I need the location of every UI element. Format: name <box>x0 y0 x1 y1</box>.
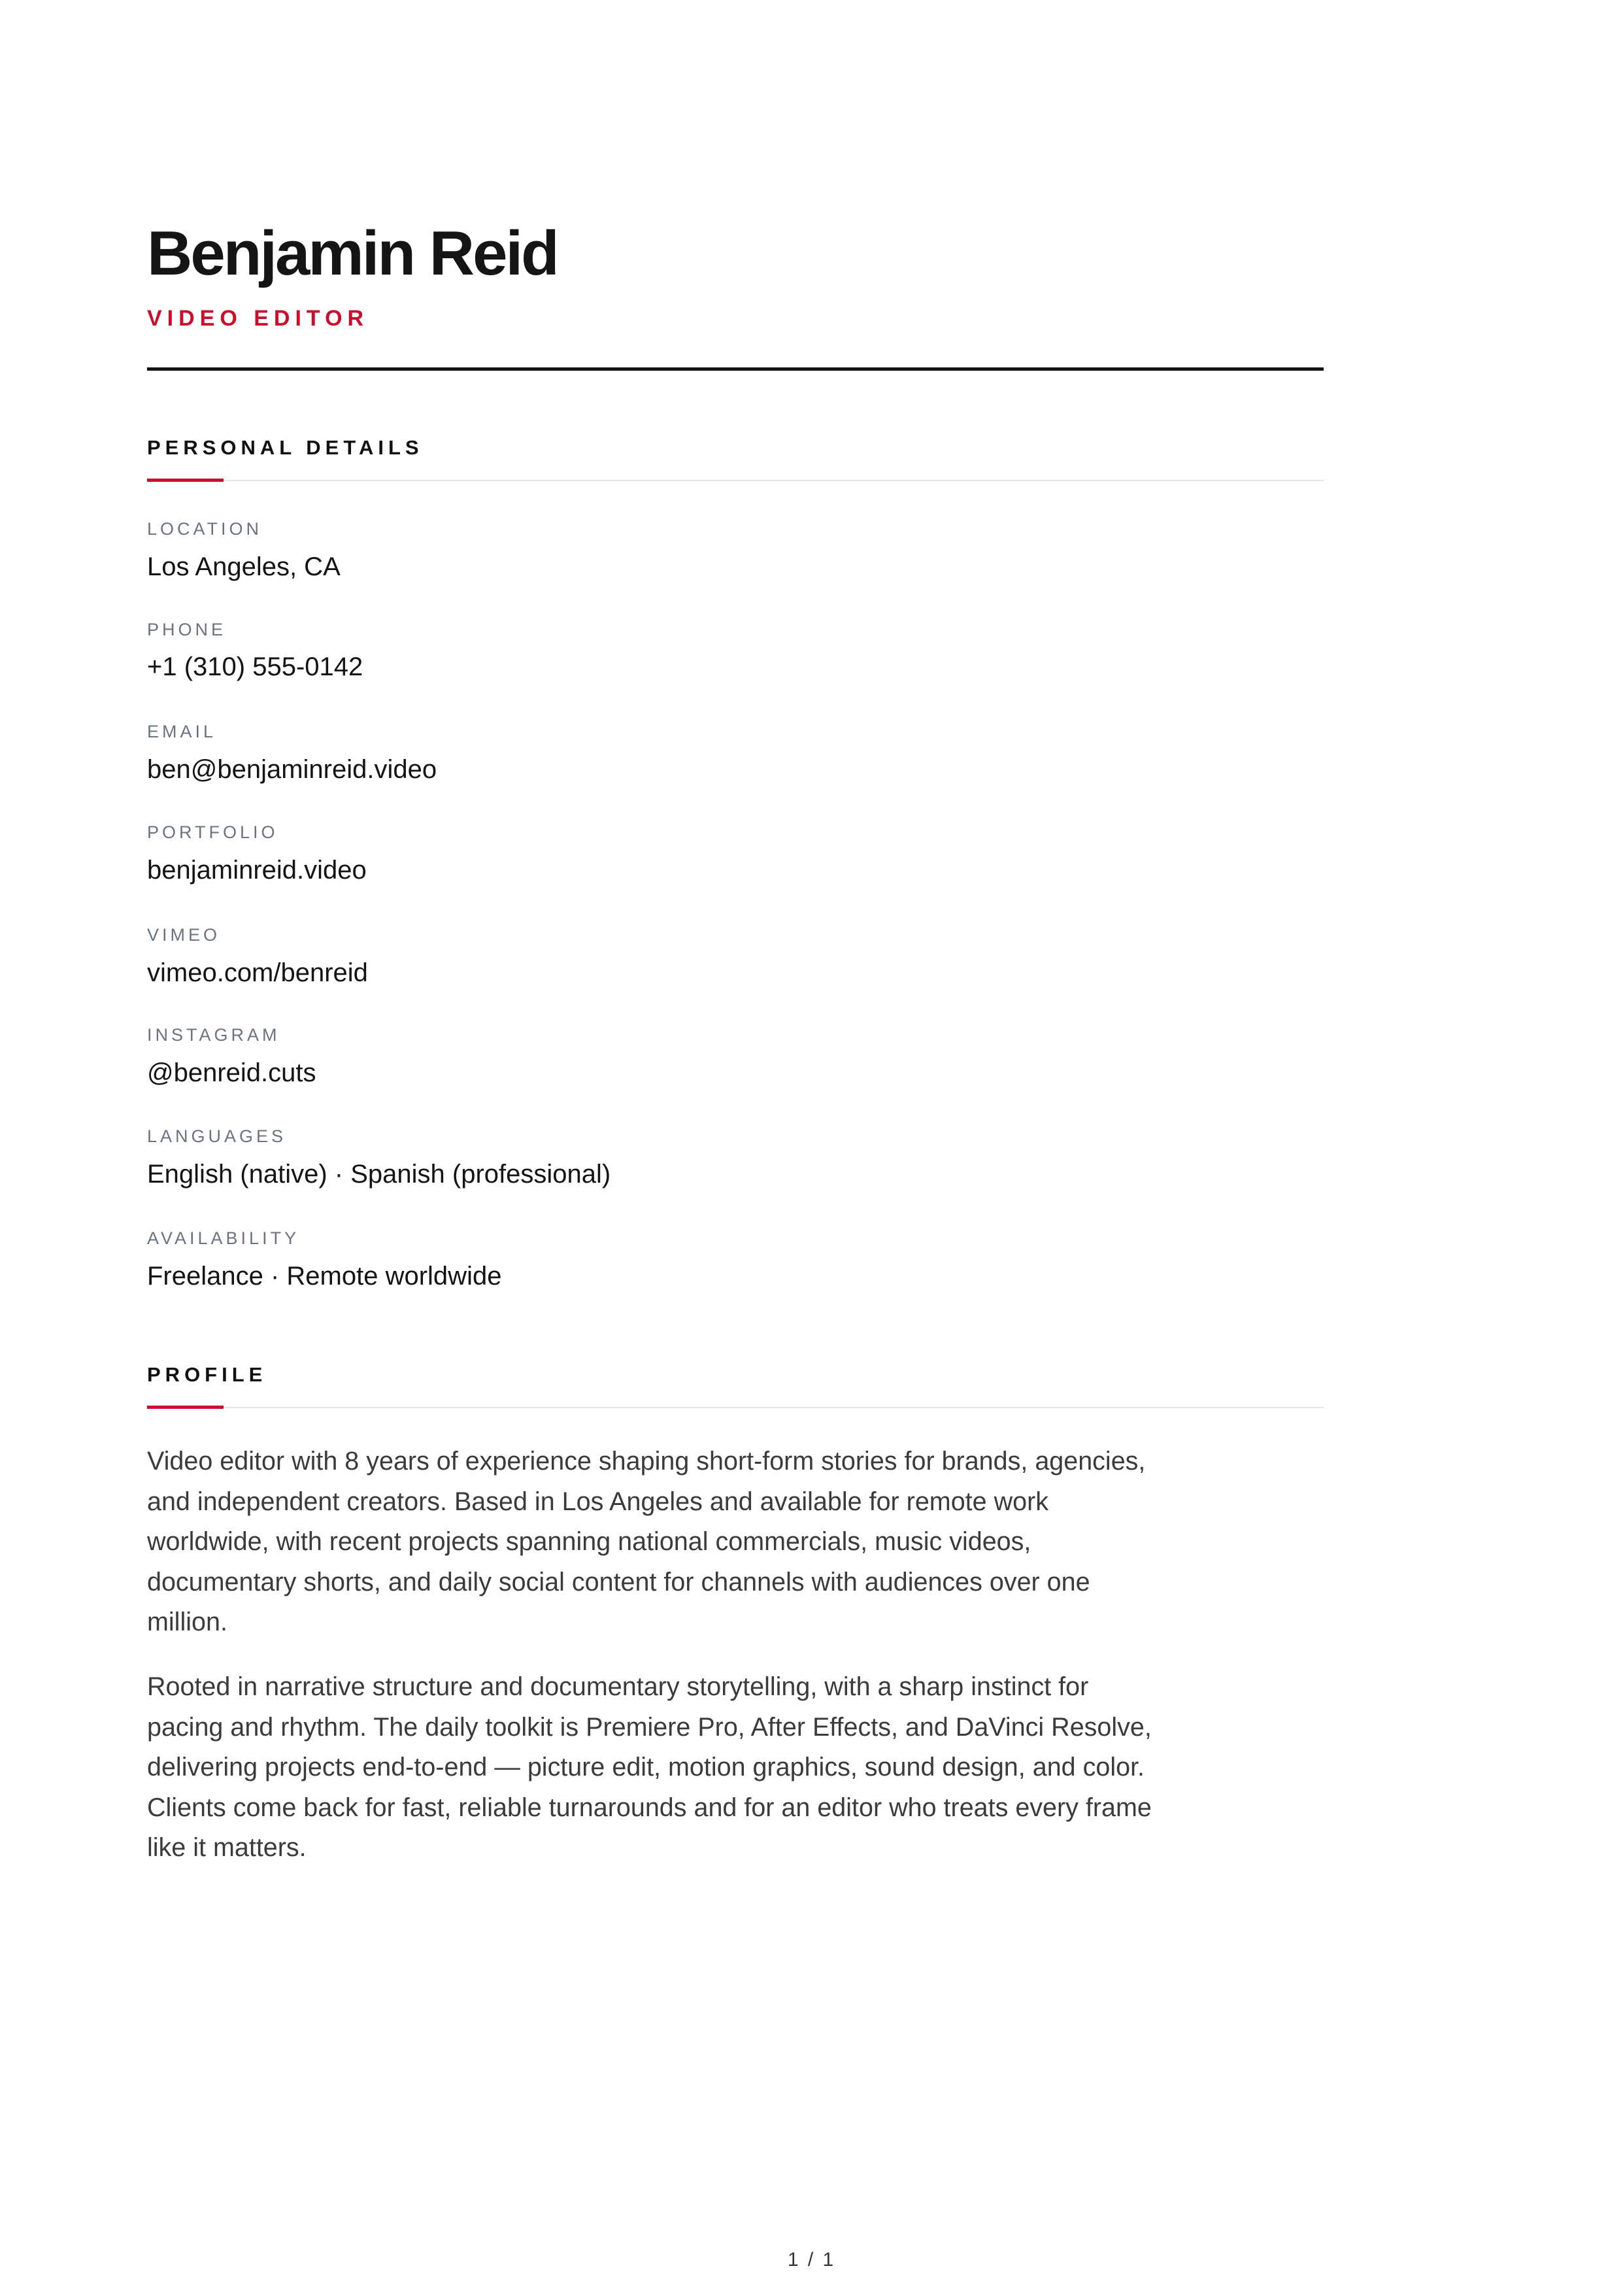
detail-label-portfolio: PORTFOLIO <box>147 822 278 842</box>
detail-value-location: Los Angeles, CA <box>147 552 341 581</box>
detail-label-availability: AVAILABILITY <box>147 1228 300 1248</box>
section-accent-bar <box>147 1406 224 1409</box>
profile-paragraph-2: Rooted in narrative structure and documentary storytelling, with a sharp instinct for pacing and rhythm. The daily toolkit is Premiere Pro, After Effects, and DaVinci Resolve, delivering projects end-to-end — picture edit, motion graphics, sound design, and color. Clients come back for fast, reliable turnarounds and for an editor who treats every frame like it matters. <box>147 1672 1152 1862</box>
detail-value-instagram: @benreid.cuts <box>147 1058 316 1087</box>
detail-label-vimeo: VIMEO <box>147 925 221 945</box>
page-indicator: 1 / 1 <box>787 2249 836 2271</box>
section-title-personal-details: PERSONAL DETAILS <box>147 436 424 459</box>
detail-value-email: ben@benjaminreid.video <box>147 755 437 784</box>
header-divider <box>147 367 1324 371</box>
detail-label-instagram: INSTAGRAM <box>147 1025 280 1045</box>
candidate-name: Benjamin Reid <box>147 218 558 288</box>
detail-value-portfolio: benjaminreid.video <box>147 856 367 885</box>
detail-value-vimeo: vimeo.com/benreid <box>147 958 368 987</box>
detail-label-languages: LANGUAGES <box>147 1126 287 1146</box>
detail-label-email: EMAIL <box>147 722 217 741</box>
detail-label-location: LOCATION <box>147 519 263 539</box>
section-divider <box>147 1407 1324 1408</box>
detail-value-availability: Freelance · Remote worldwide <box>147 1262 502 1291</box>
section-divider <box>147 480 1324 481</box>
profile-paragraph-1: Video editor with 8 years of experience shaping short-form stories for brands, agencies, and independent creators. Based in Los Angeles and available for remote work worldwide, with recent projects spanning national commercials, music videos, documentary shorts, and daily social content for channels with audiences over one million. <box>147 1447 1146 1636</box>
section-accent-bar <box>147 479 224 482</box>
detail-value-phone: +1 (310) 555-0142 <box>147 652 363 681</box>
section-title-profile: PROFILE <box>147 1363 267 1386</box>
candidate-role: VIDEO EDITOR <box>147 306 369 331</box>
detail-label-phone: PHONE <box>147 620 227 639</box>
detail-value-languages: English (native) · Spanish (professional) <box>147 1160 611 1189</box>
